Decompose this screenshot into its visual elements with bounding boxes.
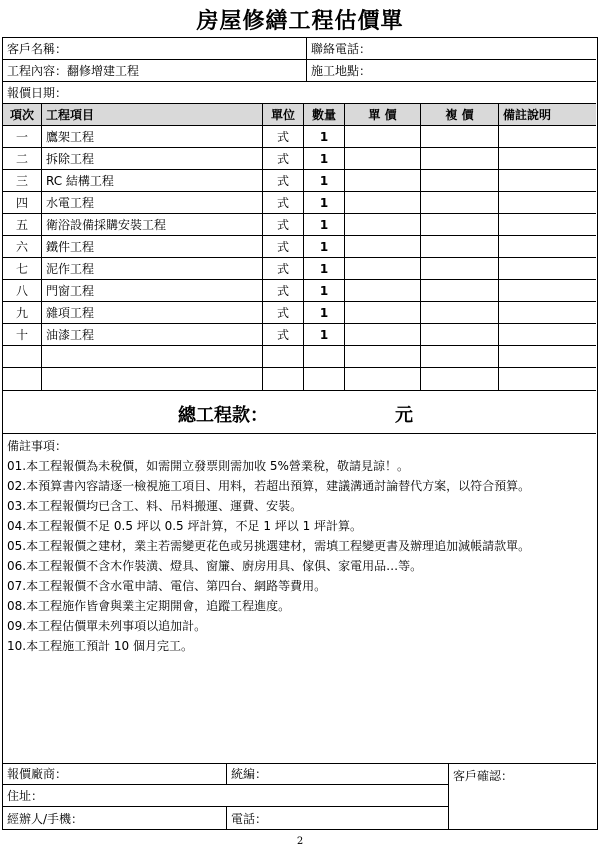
header-qty: 數量 — [303, 104, 344, 125]
row-remarks[interactable] — [498, 302, 596, 323]
row-remarks[interactable] — [498, 192, 596, 213]
row-unit: 式 — [262, 302, 303, 323]
row-unit: 式 — [262, 324, 303, 345]
row-no: 五 — [15, 218, 28, 232]
row-unit: 式 — [262, 280, 303, 301]
row-qty: 1 — [303, 126, 344, 147]
table-row — [3, 236, 596, 258]
row-unit-price[interactable] — [344, 148, 420, 169]
note-item: 05.本工程報價之建材，業主若需變更花色或另挑選建材，需填工程變更書及辦理追加減帳請款單。 — [7, 539, 531, 553]
document-title: 房屋修繕工程估價單 — [196, 9, 404, 34]
row-no: 一 — [15, 130, 28, 144]
header-unit-price: 單 價 — [344, 104, 420, 125]
row-unit-price[interactable] — [344, 324, 420, 345]
form-frame — [2, 37, 598, 830]
table-row — [3, 214, 596, 236]
info-row-content — [3, 60, 596, 82]
note-item: 02.本預算書內容請逐一檢視施工項目、用料，若超出預算，建議溝通討論替代方案，以符合預算。 — [7, 479, 531, 493]
total-label: 總工程款： — [178, 405, 268, 426]
row-unit: 式 — [262, 192, 303, 213]
row-remarks[interactable] — [498, 148, 596, 169]
note-item: 08.本工程施作皆會與業主定期開會，追蹤工程進度。 — [7, 599, 291, 613]
row-unit: 式 — [262, 258, 303, 279]
header-subtotal: 複 價 — [420, 104, 498, 125]
row-unit[interactable] — [262, 346, 303, 367]
row-unit-price[interactable] — [344, 368, 420, 390]
row-unit: 式 — [262, 126, 303, 147]
header-remarks: 備註說明 — [498, 104, 596, 125]
vendor-field[interactable]: 報價廠商： — [3, 763, 226, 785]
row-subtotal[interactable] — [420, 170, 498, 191]
row-unit-price[interactable] — [344, 214, 420, 235]
row-item[interactable] — [41, 346, 262, 367]
row-unit: 式 — [262, 170, 303, 191]
notes-section — [3, 433, 596, 764]
page-number: 2 — [296, 836, 304, 847]
row-unit-price[interactable] — [344, 346, 420, 367]
row-unit-price[interactable] — [344, 302, 420, 323]
note-item: 06.本工程報價不含木作裝潢、燈具、窗簾、廚房用具、傢俱、家電用品…等。 — [7, 559, 423, 573]
total-row — [3, 391, 596, 434]
row-unit-price[interactable] — [344, 280, 420, 301]
row-unit: 式 — [262, 236, 303, 257]
header-unit: 單位 — [262, 104, 303, 125]
row-item: 水電工程 — [41, 192, 262, 213]
table-row — [3, 280, 596, 302]
footer-section — [3, 763, 596, 829]
row-remarks[interactable] — [498, 258, 596, 279]
address-field[interactable]: 住址： — [3, 785, 448, 807]
header-no: 項次 — [9, 108, 34, 122]
row-unit-price[interactable] — [344, 126, 420, 147]
row-subtotal[interactable] — [420, 324, 498, 345]
row-unit[interactable] — [262, 368, 303, 390]
note-item: 10.本工程施工預計 10 個月完工。 — [7, 639, 193, 653]
row-no: 二 — [15, 152, 28, 166]
phone-field[interactable]: 電話： — [226, 807, 448, 829]
table-row — [3, 148, 596, 170]
row-item: RC 結構工程 — [41, 170, 262, 191]
table-row — [3, 170, 596, 192]
row-no: 四 — [15, 196, 28, 210]
info-row-date — [3, 82, 596, 104]
row-unit-price[interactable] — [344, 258, 420, 279]
client-confirm-field[interactable]: 客戶確認： — [448, 763, 596, 829]
row-subtotal[interactable] — [420, 346, 498, 367]
row-unit: 式 — [262, 214, 303, 235]
row-subtotal[interactable] — [420, 148, 498, 169]
table-row — [3, 258, 596, 280]
row-qty: 1 — [303, 324, 344, 345]
row-qty[interactable] — [303, 368, 344, 390]
table-row-empty — [3, 368, 596, 391]
row-qty: 1 — [303, 302, 344, 323]
row-qty: 1 — [303, 214, 344, 235]
row-remarks[interactable] — [498, 214, 596, 235]
row-unit: 式 — [262, 148, 303, 169]
table-header — [3, 104, 596, 126]
contact-phone-field[interactable]: 聯絡電話： — [306, 38, 596, 59]
row-qty: 1 — [303, 170, 344, 191]
row-item: 門窗工程 — [41, 280, 262, 301]
notes-heading: 備註事項： — [7, 439, 68, 453]
site-location-field[interactable]: 施工地點： — [306, 60, 596, 81]
row-no: 十 — [15, 328, 28, 342]
table-row — [3, 192, 596, 214]
row-qty: 1 — [303, 258, 344, 279]
table-row — [3, 126, 596, 148]
row-item: 泥作工程 — [41, 258, 262, 279]
row-qty: 1 — [303, 148, 344, 169]
note-item: 01.本工程報價為未稅價，如需開立發票則需加收 5%營業稅，敬請見諒！。 — [7, 459, 409, 473]
row-remarks[interactable] — [498, 280, 596, 301]
quote-date-field[interactable]: 報價日期： — [7, 86, 68, 100]
row-qty: 1 — [303, 236, 344, 257]
row-no: 九 — [15, 306, 28, 320]
header-item: 工程項目 — [41, 104, 262, 125]
row-subtotal[interactable] — [420, 236, 498, 257]
row-subtotal[interactable] — [420, 368, 498, 390]
row-remarks[interactable] — [498, 368, 596, 390]
row-qty: 1 — [303, 280, 344, 301]
note-item: 07.本工程報價不含水電申請、電信、第四台、網路等費用。 — [7, 579, 327, 593]
table-row — [3, 324, 596, 346]
client-name-field[interactable]: 客戶名稱： — [7, 42, 68, 56]
row-subtotal[interactable] — [420, 302, 498, 323]
row-unit-price[interactable] — [344, 170, 420, 191]
row-remarks[interactable] — [498, 170, 596, 191]
row-remarks[interactable] — [498, 236, 596, 257]
note-item: 09.本工程估價單未列事項以追加計。 — [7, 619, 207, 633]
row-no: 七 — [15, 262, 28, 276]
row-unit-price[interactable] — [344, 192, 420, 213]
table-row-empty — [3, 346, 596, 368]
row-item: 雜項工程 — [41, 302, 262, 323]
row-no: 三 — [15, 174, 28, 188]
row-unit-price[interactable] — [344, 236, 420, 257]
row-subtotal[interactable] — [420, 192, 498, 213]
info-row-client — [3, 38, 596, 60]
row-remarks[interactable] — [498, 324, 596, 345]
row-item: 油漆工程 — [41, 324, 262, 345]
row-subtotal[interactable] — [420, 214, 498, 235]
row-no: 六 — [15, 240, 28, 254]
row-item: 鐵件工程 — [41, 236, 262, 257]
row-no: 八 — [15, 284, 28, 298]
row-remarks[interactable] — [498, 346, 596, 367]
row-item[interactable] — [41, 368, 262, 390]
row-item: 拆除工程 — [41, 148, 262, 169]
tax-id-field[interactable]: 統編： — [226, 763, 448, 785]
note-item: 04.本工程報價不足 0.5 坪以 0.5 坪計算，不足 1 坪以 1 坪計算。 — [7, 519, 363, 533]
row-subtotal[interactable] — [420, 258, 498, 279]
work-content-field[interactable]: 工程內容：翻修增建工程 — [7, 64, 140, 78]
contact-mobile-field[interactable]: 經辦人/手機： — [7, 811, 84, 826]
row-subtotal[interactable] — [420, 126, 498, 147]
row-qty: 1 — [303, 192, 344, 213]
total-unit: 元 — [395, 405, 413, 426]
row-remarks[interactable] — [498, 126, 596, 147]
note-item: 03.本工程報價均已含工、料、吊料搬運、運費、安裝。 — [7, 499, 303, 513]
row-no[interactable] — [3, 368, 41, 390]
table-row — [3, 302, 596, 324]
row-qty[interactable] — [303, 346, 344, 367]
row-subtotal[interactable] — [420, 280, 498, 301]
row-no[interactable] — [3, 346, 41, 367]
row-item: 鷹架工程 — [41, 126, 262, 147]
row-item: 衛浴設備採購安裝工程 — [41, 214, 262, 235]
